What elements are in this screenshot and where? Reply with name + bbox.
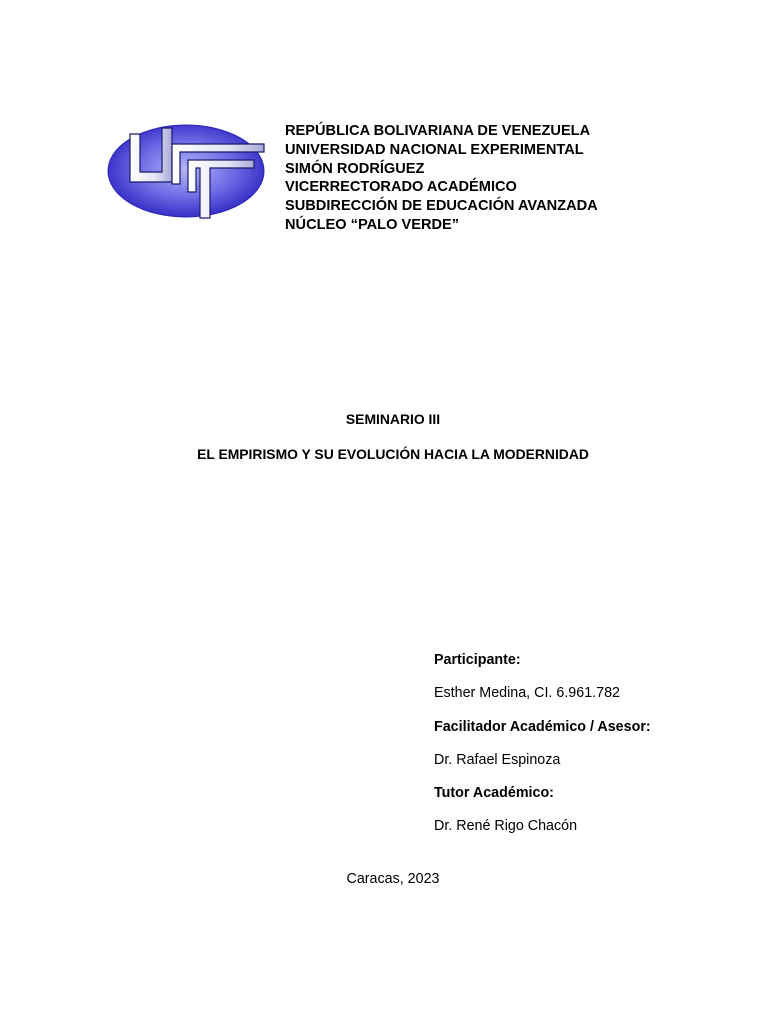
course-name: SEMINARIO III xyxy=(345,411,441,427)
institution-header xyxy=(285,122,745,235)
participant-label: Participante: xyxy=(434,652,521,668)
header-line-university-name: SIMÓN RODRÍGUEZ xyxy=(285,160,425,177)
tutor-label: Tutor Académico: xyxy=(434,785,554,802)
header-line-vicerrectorado: VICERRECTORADO ACADÉMICO xyxy=(285,179,517,196)
tutor-value: Dr. René Rigo Chacón xyxy=(434,818,578,835)
header-line-republic: REPÚBLICA BOLIVARIANA DE VENEZUELA xyxy=(285,123,591,139)
document-title: EL EMPIRISMO Y SU EVOLUCIÓN HACIA LA MODERNIDAD xyxy=(197,446,589,462)
advisor-label: Facilitador Académico / Asesor: xyxy=(434,718,651,735)
header-line-subdireccion: SUBDIRECCIÓN DE EDUCACIÓN AVANZADA xyxy=(285,198,598,215)
place-date: Caracas, 2023 xyxy=(346,871,440,887)
header-line-nucleo: NÚCLEO “PALO VERDE” xyxy=(285,216,460,233)
advisor-value: Dr. Rafael Espinoza xyxy=(434,751,561,768)
header-line-university: UNIVERSIDAD NACIONAL EXPERIMENTAL xyxy=(285,141,584,158)
university-logo-icon xyxy=(106,122,266,220)
participant-value: Esther Medina, CI. 6.961.782 xyxy=(434,685,620,702)
credits-block xyxy=(434,651,754,851)
